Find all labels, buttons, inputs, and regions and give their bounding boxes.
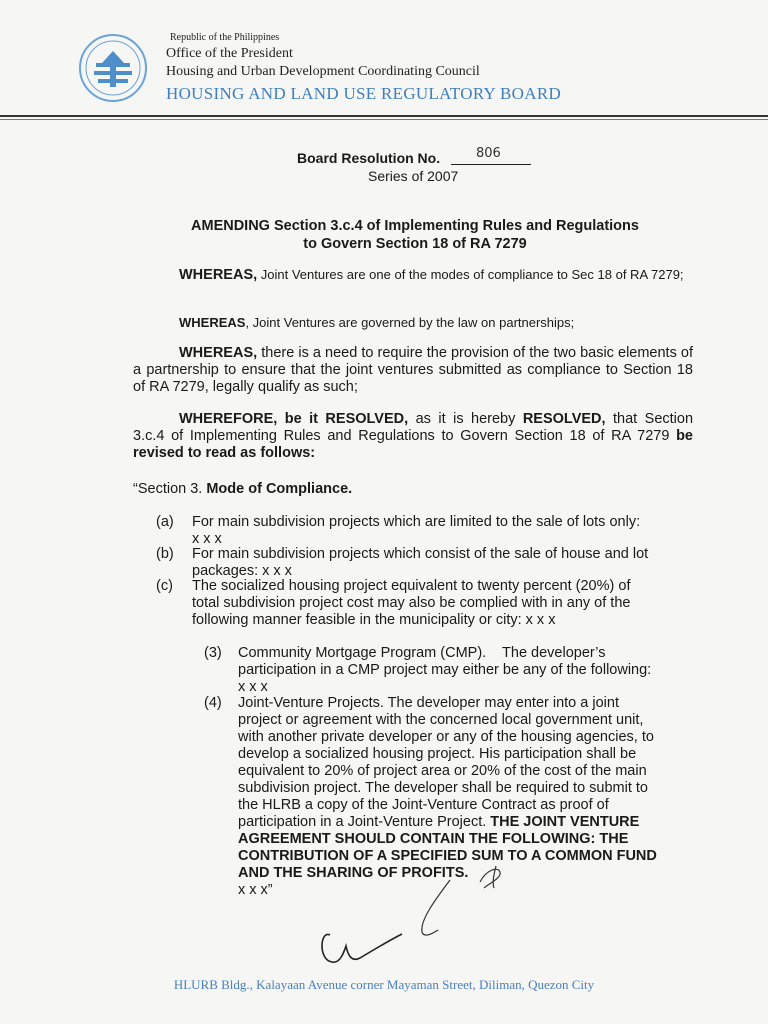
item-c [192, 578, 702, 629]
wherefore-clause [133, 411, 693, 462]
sub-4-label: (4) [204, 695, 222, 711]
footer-address: HLURB Bldg., Kalayaan Avenue corner Mayaman Street, Diliman, Quezon City [173, 977, 595, 992]
sub-4-line-text: participation in a Joint-Venture Project. [238, 814, 491, 830]
whereas-2 [133, 314, 693, 332]
resolution-title [130, 217, 700, 253]
sub-4-caps: THE JOINT VENTURE [490, 814, 640, 830]
resolution-number: 806 [476, 146, 501, 161]
item-b [192, 546, 702, 580]
title-line-1: AMENDING Section 3.c.4 of Implementing Rules and Regulations [191, 218, 639, 234]
handwritten-signature [310, 860, 460, 980]
sub-3-line1: Community Mortgage Program (CMP). The developer’s [238, 645, 606, 661]
sub-4-caps-line: CONTRIBUTION OF A SPECIFIED SUM TO A COMMON FUND [238, 848, 657, 864]
sub-4-line: project or agreement with the concerned local government unit, [238, 712, 644, 728]
title-line-2: to Govern Section 18 of RA 7279 [303, 236, 527, 252]
item-a-label: (a) [156, 514, 174, 530]
sub-3-line3: x x x [238, 679, 268, 695]
office-line: Office of the President [166, 46, 293, 61]
item-b-line1: For main subdivision projects which consist of the sale of house and lot [192, 546, 649, 562]
whereas-text: , Joint Ventures are governed by the law on partnerships; [245, 315, 575, 330]
wherefore-keyword: WHEREFORE, be it RESOLVED, [179, 411, 409, 427]
sub-4-line: subdivision project. The developer shall be required to submit to [238, 780, 648, 796]
wherefore-mid: as it is hereby [408, 411, 523, 427]
item-a-line1: For main subdivision projects which are limited to the sale of lots only: [192, 514, 641, 530]
item-c-label: (c) [156, 578, 173, 594]
initial-mark [476, 862, 506, 890]
whereas-text: Joint Ventures are one of the modes of compliance to Sec 18 of RA 7279; [257, 267, 684, 282]
header-rule [0, 115, 768, 117]
section-quote: “Section 3. [133, 481, 207, 497]
sub-4-line: with another private developer or any of the housing agencies, to [238, 729, 654, 745]
item-c-line3: following manner feasible in the municipality or city: x x x [192, 612, 556, 628]
sub-4-line: Joint-Venture Projects. The developer may enter into a joint [238, 695, 619, 711]
resolution-blank-line [451, 164, 531, 165]
item-a [192, 514, 702, 548]
item-c-line2: total subdivision project cost may also be complied with in any of the [192, 595, 631, 611]
item-c-line1: The socialized housing project equivalent to twenty percent (20%) of [192, 578, 631, 594]
whereas-3 [133, 345, 693, 396]
resolution-label: Board Resolution No. [297, 150, 441, 166]
whereas-keyword: WHEREAS [179, 315, 246, 330]
revised-keyword: be revised to read as follows: [133, 428, 693, 461]
hlurb-seal-logo [78, 33, 148, 103]
wherefore-text: that Section 3.c.4 of Implementing Rules and Regulations to Govern Section 18 of RA 7279 [133, 411, 694, 444]
sub-4 [238, 695, 708, 899]
whereas-keyword: WHEREAS, [179, 345, 258, 361]
whereas-keyword: WHEREAS, [179, 267, 258, 283]
sub-4-line: develop a socialized housing project. His participation shall be [238, 746, 637, 762]
sub-3-label: (3) [204, 645, 222, 661]
item-a-line2: x x x [192, 531, 222, 547]
resolved-keyword: RESOLVED, [522, 411, 606, 427]
section-bold: Mode of Compliance. [206, 481, 353, 497]
board-name: HOUSING AND LAND USE REGULATORY BOARD [166, 84, 562, 103]
sub-4-closing: x x x” [238, 882, 273, 898]
council-line: Housing and Urban Development Coordinating Council [166, 64, 480, 79]
whereas-text: there is a need to require the provision of the two basic elements of a partnership to ensure that the joint ventures submitted as compliance to Section 18 of RA 7279, legally qualify as such; [133, 345, 693, 395]
sub-4-caps-line: AGREEMENT SHOULD CONTAIN THE FOLLOWING: THE [238, 831, 629, 847]
header-rule-thin [0, 119, 768, 120]
sub-4-line [238, 814, 708, 831]
section-heading [133, 481, 693, 498]
republic-line: Republic of the Philippines [170, 32, 280, 43]
series-line: Series of 2007 [368, 168, 459, 184]
item-b-label: (b) [156, 546, 174, 562]
sub-3 [238, 645, 698, 696]
sub-4-line: equivalent to 20% of project area or 20% of the cost of the main [238, 763, 647, 779]
whereas-1 [133, 266, 693, 284]
sub-3-line2: participation in a CMP project may either be any of the following: [238, 662, 652, 678]
sub-4-caps-line: AND THE SHARING OF PROFITS. [238, 865, 469, 881]
sub-4-line: the HLRB a copy of the Joint-Venture Contract as proof of [238, 797, 609, 813]
item-b-line2: packages: x x x [192, 563, 292, 579]
